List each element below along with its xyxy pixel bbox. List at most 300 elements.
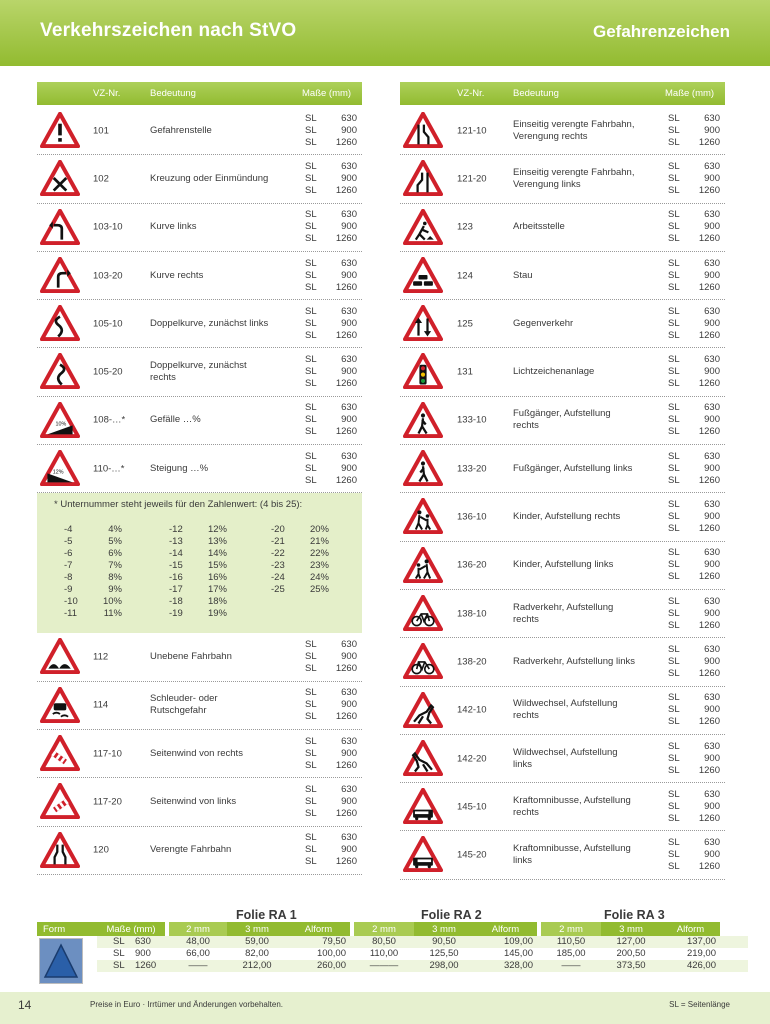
dim-value: 1260 <box>698 233 720 245</box>
dim-type: SL <box>668 354 680 366</box>
dim-value: 900 <box>341 172 357 184</box>
dim-type: SL <box>668 523 680 535</box>
dimensions <box>305 451 357 487</box>
dim-value: 1260 <box>335 233 357 245</box>
vz-number: 102 <box>93 173 109 185</box>
dim-type: SL <box>668 499 680 511</box>
price-col-header: 2 mm <box>354 922 414 936</box>
table-row <box>400 348 725 396</box>
price-cell: 100,00 <box>316 948 346 959</box>
dim-type: SL <box>305 414 317 426</box>
dim-type: SL <box>668 402 680 414</box>
dim-type: SL <box>305 759 317 771</box>
meaning: Steigung …% <box>150 462 209 474</box>
dim-type: SL <box>668 462 680 474</box>
meaning: Kraftomnibusse, Aufstellung rechts <box>513 794 631 818</box>
vz-number: 120 <box>93 844 109 856</box>
dimensions <box>305 161 357 197</box>
vz-number: 114 <box>93 699 109 711</box>
price-cell: 127,00 <box>616 936 646 947</box>
dim-type: SL <box>305 233 317 245</box>
dim-type: SL <box>668 837 680 849</box>
dim-value: 900 <box>341 747 357 759</box>
subnumber: -6 <box>64 548 73 560</box>
crosswind-left-icon <box>40 783 80 819</box>
vz-number: 136-10 <box>457 511 487 523</box>
bus-right-icon <box>403 788 443 824</box>
traffic-light-icon <box>403 353 443 389</box>
table-row <box>37 778 362 826</box>
percent: 8% <box>108 572 122 584</box>
dim-value: 1260 <box>698 184 720 196</box>
dimensions <box>305 258 357 294</box>
svg-text:10%: 10% <box>55 421 67 428</box>
dim-type: SL <box>668 607 680 619</box>
price-col-header: Maße (mm) <box>97 922 165 936</box>
road-narrows-icon <box>40 832 80 868</box>
dim-value: 630 <box>704 740 720 752</box>
price-col-header: Alform <box>287 922 350 936</box>
table-row <box>37 730 362 778</box>
bicycle-right-icon <box>403 595 443 631</box>
subnumber: -17 <box>169 584 183 596</box>
subnumber: -21 <box>271 536 285 548</box>
dim-type: SL <box>668 812 680 824</box>
price-cell: 328,00 <box>503 960 533 971</box>
price-cell: 110,00 <box>369 948 399 959</box>
vz-number: 124 <box>457 270 473 282</box>
pedestrian-left-icon <box>403 450 443 486</box>
subnumber: -14 <box>169 548 183 560</box>
vz-number: 133-10 <box>457 414 487 426</box>
table-row <box>400 397 725 445</box>
dim-value: 630 <box>341 112 357 124</box>
price-cell: 48,00 <box>186 936 210 947</box>
dimensions <box>668 161 720 197</box>
dim-value: 630 <box>341 687 357 699</box>
dim-type: SL <box>668 221 680 233</box>
table-header <box>400 82 725 105</box>
price-cell: 298,00 <box>429 960 459 971</box>
price-cell: 426,00 <box>686 960 716 971</box>
percent: 4% <box>108 524 122 536</box>
percent: 22% <box>309 548 329 560</box>
meaning: Arbeitsstelle <box>513 221 565 233</box>
table-row <box>400 300 725 348</box>
dim-type: SL <box>668 800 680 812</box>
percent: 10% <box>102 596 122 608</box>
dimensions <box>305 354 357 390</box>
price-cell: 185,00 <box>556 948 586 959</box>
meaning: Radverkehr, Aufstellung links <box>513 655 635 667</box>
dim-type: SL <box>305 844 317 856</box>
bus-left-icon <box>403 836 443 872</box>
dim-type: SL <box>668 209 680 221</box>
table-header <box>37 82 362 105</box>
children-right-icon <box>403 498 443 534</box>
dim-type: SL <box>668 160 680 172</box>
price-cell: ——— <box>369 960 399 971</box>
meaning: Wildwechsel, Aufstellung links <box>513 746 618 770</box>
meaning: Fußgänger, Aufstellung rechts <box>513 408 611 432</box>
price-cell: 110,50 <box>556 936 586 947</box>
dim-value: 1260 <box>335 426 357 438</box>
price-cell: 125,50 <box>429 948 459 959</box>
meaning: Kurve rechts <box>150 269 204 281</box>
dim-type: SL <box>668 366 680 378</box>
meaning: Gefälle …% <box>150 414 201 426</box>
dim-type: SL <box>668 655 680 667</box>
traffic-jam-icon <box>403 257 443 293</box>
dim-value: 630 <box>341 450 357 462</box>
price-cell: 109,00 <box>503 936 533 947</box>
percent: 14% <box>207 548 227 560</box>
subnumber: -4 <box>64 524 73 536</box>
dim-type: SL <box>668 667 680 679</box>
dim-type: SL <box>668 414 680 426</box>
price-body <box>37 936 748 986</box>
vz-number: 136-20 <box>457 559 487 571</box>
dim-value: 1260 <box>335 329 357 341</box>
dim-value: 630 <box>341 257 357 269</box>
dim-value: 1260 <box>335 184 357 196</box>
dim-type: SL <box>668 124 680 136</box>
vz-number: 105-10 <box>93 318 123 330</box>
meaning: Einseitig verengte Fahrbahn, Verengung rechts <box>513 118 635 142</box>
percent: 20% <box>309 524 329 536</box>
price-row <box>97 960 748 972</box>
dim-type: SL <box>305 426 317 438</box>
descent-icon <box>40 402 80 438</box>
price-cell: 66,00 <box>186 948 210 959</box>
dim-value: 900 <box>704 366 720 378</box>
dim-value: 1260 <box>698 667 720 679</box>
subnumber: -23 <box>271 560 285 572</box>
table-row <box>400 687 725 735</box>
dimensions <box>668 547 720 583</box>
price-cell: 200,50 <box>616 948 646 959</box>
meaning: Gefahrenstelle <box>150 124 212 136</box>
dim-value: 900 <box>704 607 720 619</box>
subnumber: -20 <box>271 524 285 536</box>
subnumber: -19 <box>169 608 183 620</box>
dim-value: 630 <box>704 788 720 800</box>
table-row <box>37 633 362 681</box>
dim-value: 630 <box>704 450 720 462</box>
dim-value: 1260 <box>698 812 720 824</box>
table-row <box>37 107 362 155</box>
dim-value: 1260 <box>698 426 720 438</box>
subnumber-group <box>169 524 227 620</box>
dim-type: SL <box>305 402 317 414</box>
dim-value: 630 <box>341 783 357 795</box>
price-cell: 1260 <box>135 960 157 971</box>
price-col-header: 3 mm <box>227 922 287 936</box>
narrows-right-icon <box>403 112 443 148</box>
percent: 5% <box>108 536 122 548</box>
table-row <box>37 445 362 493</box>
table-row <box>37 300 362 348</box>
dim-value: 900 <box>341 795 357 807</box>
dim-value: 900 <box>704 752 720 764</box>
dimensions <box>668 596 720 632</box>
dim-type: SL <box>305 735 317 747</box>
dim-type: SL <box>305 450 317 462</box>
subnumber: -7 <box>64 560 73 572</box>
meaning: Verengte Fahrbahn <box>150 844 232 856</box>
curve-right-icon <box>40 257 80 293</box>
subnumber: -10 <box>64 596 78 608</box>
meaning: Unebene Fahrbahn <box>150 651 232 663</box>
dim-type: SL <box>305 462 317 474</box>
deer-right-icon <box>403 692 443 728</box>
page-number: 14 <box>18 998 32 1012</box>
dim-value: 900 <box>341 317 357 329</box>
dim-type: SL <box>668 849 680 861</box>
subnumber: -12 <box>169 524 183 536</box>
dim-value: 630 <box>341 735 357 747</box>
meaning: Seitenwind von links <box>150 795 237 807</box>
dim-type: SL <box>305 639 317 651</box>
bicycle-left-icon <box>403 643 443 679</box>
meaning: Kraftomnibusse, Aufstellung links <box>513 843 631 867</box>
dim-value: 1260 <box>335 474 357 486</box>
vz-number: 138-20 <box>457 656 487 668</box>
col-bedeutung: Bedeutung <box>150 88 196 99</box>
ascent-icon <box>40 450 80 486</box>
subnumber-note <box>37 493 362 633</box>
vz-number: 121-10 <box>457 125 487 137</box>
dimensions <box>668 789 720 825</box>
dim-value: 900 <box>704 704 720 716</box>
meaning: Gegenverkehr <box>513 317 574 329</box>
dim-type: SL <box>668 643 680 655</box>
dim-value: 900 <box>341 221 357 233</box>
meaning: Lichtzeichenanlage <box>513 366 595 378</box>
dim-value: 900 <box>341 844 357 856</box>
vz-number: 105-20 <box>93 366 123 378</box>
dimensions <box>668 451 720 487</box>
meaning: Seitenwind von rechts <box>150 747 243 759</box>
subnumber: -16 <box>169 572 183 584</box>
subnumber: -24 <box>271 572 285 584</box>
dim-type: SL <box>668 511 680 523</box>
vz-number: 125 <box>457 318 473 330</box>
table-row <box>400 155 725 203</box>
dim-value: 630 <box>341 639 357 651</box>
vz-number: 133-20 <box>457 463 487 475</box>
table-row <box>400 542 725 590</box>
dim-value: 900 <box>704 511 720 523</box>
price-cell: —— <box>561 960 581 971</box>
dim-value: 630 <box>341 209 357 221</box>
dim-value: 1260 <box>698 136 720 148</box>
subnumber: -13 <box>169 536 183 548</box>
curve-left-icon <box>40 209 80 245</box>
dim-value: 900 <box>704 414 720 426</box>
crossing-icon <box>40 160 80 196</box>
dim-value: 900 <box>704 172 720 184</box>
subnumber: -8 <box>64 572 73 584</box>
price-cell: 79,50 <box>322 936 346 947</box>
subnumber-group <box>271 524 329 596</box>
price-col-header: 3 mm <box>414 922 474 936</box>
dim-type: SL <box>668 305 680 317</box>
table-row <box>37 204 362 252</box>
percent: 13% <box>207 536 227 548</box>
svg-text:12%: 12% <box>52 469 64 476</box>
price-cell: 82,00 <box>245 948 269 959</box>
percent: 18% <box>207 596 227 608</box>
dim-value: 900 <box>341 462 357 474</box>
dim-type: SL <box>305 221 317 233</box>
vz-number: 117-10 <box>93 748 122 760</box>
dimensions <box>668 644 720 680</box>
dimensions <box>668 306 720 342</box>
meaning: Kinder, Aufstellung rechts <box>513 511 621 523</box>
table-row <box>37 682 362 730</box>
dim-type: SL <box>305 160 317 172</box>
percent: 6% <box>108 548 122 560</box>
table-row <box>400 445 725 493</box>
price-cell: 373,50 <box>616 960 646 971</box>
slippery-road-icon <box>40 687 80 723</box>
percent: 12% <box>207 524 227 536</box>
sign-list-left-2 <box>37 633 362 874</box>
dim-value: 900 <box>341 651 357 663</box>
vz-number: 110-…* <box>93 463 125 475</box>
subnumber: -25 <box>271 584 285 596</box>
dim-type: SL <box>305 136 317 148</box>
table-row <box>400 107 725 155</box>
dim-value: 630 <box>704 643 720 655</box>
dim-value: 630 <box>341 160 357 172</box>
table-row <box>37 155 362 203</box>
dim-value: 900 <box>341 269 357 281</box>
meaning: Doppelkurve, zunächst rechts <box>150 360 247 384</box>
subnumber: -15 <box>169 560 183 572</box>
folie-ra2-title: Folie RA 2 <box>421 908 482 922</box>
table-row <box>37 252 362 300</box>
meaning: Kinder, Aufstellung links <box>513 559 614 571</box>
dim-type: SL <box>668 281 680 293</box>
dimensions <box>668 113 720 149</box>
dim-value: 900 <box>704 317 720 329</box>
dimensions <box>668 741 720 777</box>
dimensions <box>668 354 720 390</box>
sign-list-right <box>400 105 725 880</box>
dim-value: 630 <box>341 832 357 844</box>
dim-value: 630 <box>704 692 720 704</box>
dim-type: SL <box>305 807 317 819</box>
price-cell: 90,50 <box>432 936 456 947</box>
table-row <box>400 783 725 831</box>
dim-value: 900 <box>341 366 357 378</box>
table-row <box>37 827 362 875</box>
dim-type: SL <box>305 281 317 293</box>
dim-type: SL <box>668 269 680 281</box>
dim-type: SL <box>668 764 680 776</box>
dim-type: SL <box>668 329 680 341</box>
meaning: Fußgänger, Aufstellung links <box>513 462 633 474</box>
percent: 9% <box>108 584 122 596</box>
subnumber: -9 <box>64 584 73 596</box>
dim-type: SL <box>668 233 680 245</box>
table-row <box>400 204 725 252</box>
dim-type: SL <box>668 136 680 148</box>
dim-type: SL <box>305 366 317 378</box>
table-row <box>400 735 725 783</box>
dimensions <box>305 639 357 675</box>
price-cell: 137,00 <box>686 936 716 947</box>
price-cell: SL <box>113 936 125 947</box>
dim-type: SL <box>668 317 680 329</box>
dim-type: SL <box>668 474 680 486</box>
percent: 21% <box>309 536 329 548</box>
dim-type: SL <box>305 663 317 675</box>
children-left-icon <box>403 547 443 583</box>
narrows-left-icon <box>403 160 443 196</box>
dim-value: 1260 <box>698 378 720 390</box>
dim-value: 900 <box>341 699 357 711</box>
dim-type: SL <box>668 547 680 559</box>
dimensions <box>305 784 357 820</box>
vz-number: 145-10 <box>457 801 487 813</box>
meaning: Stau <box>513 269 533 281</box>
title-bar <box>0 0 770 66</box>
subnumber: -22 <box>271 548 285 560</box>
subnumber: -5 <box>64 536 73 548</box>
dim-value: 630 <box>704 837 720 849</box>
dimensions <box>668 402 720 438</box>
dim-value: 1260 <box>698 523 720 535</box>
col-vz: VZ-Nr. <box>457 88 485 99</box>
vz-number: 101 <box>93 125 109 137</box>
left-column <box>37 82 362 875</box>
dimensions <box>305 113 357 149</box>
dimensions <box>305 736 357 772</box>
dim-value: 900 <box>704 221 720 233</box>
dimensions <box>668 258 720 294</box>
form-triangle-icon <box>39 938 83 984</box>
dim-value: 900 <box>704 559 720 571</box>
dim-type: SL <box>305 474 317 486</box>
sign-list-left <box>37 105 362 493</box>
dimensions <box>668 499 720 535</box>
double-curve-right-icon <box>40 353 80 389</box>
dim-type: SL <box>305 354 317 366</box>
dim-value: 1260 <box>698 474 720 486</box>
dimensions <box>305 832 357 868</box>
dimensions <box>668 837 720 873</box>
dim-value: 630 <box>704 499 720 511</box>
dim-value: 630 <box>704 547 720 559</box>
vz-number: 131 <box>457 366 473 378</box>
price-cell: 260,00 <box>316 960 346 971</box>
dim-value: 900 <box>704 849 720 861</box>
price-table <box>37 922 748 986</box>
vz-number: 142-20 <box>457 753 487 764</box>
dim-type: SL <box>668 619 680 631</box>
folie-ra1-title: Folie RA 1 <box>236 908 297 922</box>
dimensions <box>305 687 357 723</box>
price-cell: 145,00 <box>503 948 533 959</box>
dimensions <box>305 209 357 245</box>
col-masse: Maße (mm) <box>665 88 715 99</box>
dim-value: 1260 <box>335 281 357 293</box>
dim-type: SL <box>305 184 317 196</box>
dim-value: 1260 <box>698 764 720 776</box>
